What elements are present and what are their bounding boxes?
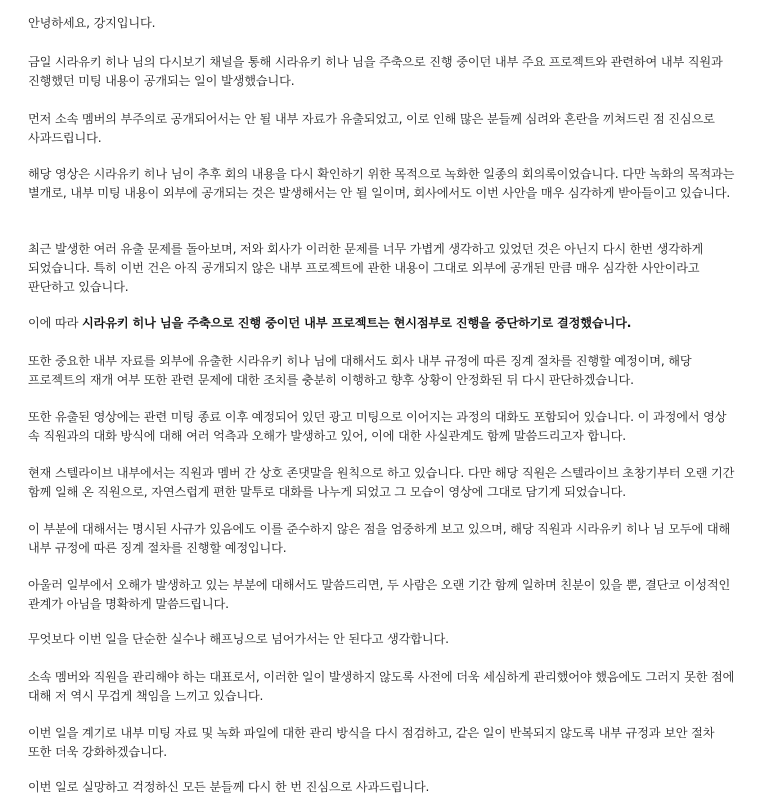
paragraph-not-mistake: 무엇보다 이번 일을 단순한 실수나 해프닝으로 넘어가서는 안 된다고 생각합니다. xyxy=(28,632,449,646)
paragraph-ad-meeting: 또한 유출된 영상에는 관련 미팅 종료 이후 예정되어 있던 광고 미팅으로 이어지는 과정의 대화도 포함되어 있습니다. 이 과정에서 영상 속 직원과의 대화 방식에 대해 여러 억측과 오해가 발생하고 있어, 이에 대한 사실관계도 함께 말씀드리고자 합니다. xyxy=(28,410,727,443)
decision-bold-text: 시라유키 히나 님을 주축으로 진행 중이던 내부 프로젝트는 현시점부로 진행을 중단하기로 결정했습니다. xyxy=(81,316,632,330)
greeting-paragraph: 안녕하세요, 강지입니다. xyxy=(28,16,156,30)
decision-prefix: 이에 따라 xyxy=(28,316,82,330)
paragraph-closing: 이번 일로 실망하고 걱정하신 모든 분들께 다시 한 번 진심으로 사과드립니다. xyxy=(28,780,430,794)
paragraph-responsibility: 소속 멤버와 직원을 관리해야 하는 대표로서, 이러한 일이 발생하지 않도록 사전에 더욱 세심하게 관리했어야 했음에도 그러지 못한 점에 대해 저 역시 무겁게 책임을 느끼고 있습니다. xyxy=(28,670,735,703)
paragraph-incident: 금일 시라유키 히나 님의 다시보기 채널을 통해 시라유키 히나 님을 주축으로 진행 중이던 내부 주요 프로젝트와 관련하여 내부 직원과 진행했던 미팅 내용이 공개되는 일이 발생했습니다. xyxy=(28,55,723,88)
paragraph-honorifics: 현재 스텔라이브 내부에서는 직원과 멤버 간 상호 존댓말을 원칙으로 하고 있습니다. 다만 해당 직원은 스텔라이브 초창기부터 오랜 기간 함께 일해 온 직원으로, 자연스럽게 편한 말투로 대화를 나누게 되었고 그 모습이 영상에 그대로 담기게 되었습니다. xyxy=(28,466,735,499)
paragraph-disciplinary: 또한 중요한 내부 자료를 외부에 유출한 시라유키 히나 님에 대해서도 회사 내부 규정에 따른 징계 절차를 진행할 예정이며, 해당 프로젝트의 재개 여부 또한 관련 문제에 대한 조치를 충분히 이행하고 향후 상황이 안정화된 뒤 다시 판단하겠습니다. xyxy=(28,354,692,387)
paragraph-rules: 이 부분에 대해서는 명시된 사규가 있음에도 이를 준수하지 않은 점을 엄중하게 보고 있으며, 해당 직원과 시라유키 히나 님 모두에 대해 내부 규정에 따른 징계 절차를 진행할 예정입니다. xyxy=(28,522,731,555)
paragraph-video-context: 해당 영상은 시라유키 히나 님이 추후 회의 내용을 다시 확인하기 위한 목적으로 녹화한 일종의 회의록이었습니다. 다만 녹화의 목적과는 별개로, 내부 미팅 내용이 외부에 공개되는 것은 발생해서는 안 될 일이며, 회사에서도 이번 사안을 매우 심각하게 받아들이고 있습니다. xyxy=(28,167,735,200)
paragraph-security: 이번 일을 계기로 내부 미팅 자료 및 녹화 파일에 대한 관리 방식을 다시 점검하고, 같은 일이 반복되지 않도록 내부 규정과 보안 절차 또한 더욱 강화하겠습니다. xyxy=(28,726,715,759)
paragraph-apology: 먼저 소속 멤버의 부주의로 공개되어서는 안 될 내부 자료가 유출되었고, 이로 인해 많은 분들께 심려와 혼란을 끼쳐드린 점 진심으로 사과드립니다. xyxy=(28,112,715,145)
paragraph-decision xyxy=(28,314,740,333)
paragraph-relationship: 아울러 일부에서 오해가 발생하고 있는 부분에 대해서도 말씀드리면, 두 사람은 오랜 기간 함께 일하며 친분이 있을 뿐, 결단코 이성적인 관계가 아님을 명확하게 말씀드립니다. xyxy=(28,578,731,611)
paragraph-leak-reflection: 최근 발생한 여러 유출 문제를 돌아보며, 저와 회사가 이러한 문제를 너무 가볍게 생각하고 있었던 것은 아닌지 다시 한번 생각하게 되었습니다. 특히 이번 건은 아직 공개되지 않은 내부 프로젝트에 관한 내용이 그대로 외부에 공개된 만큼 매우 심각한 사안이라고 판단하고 있습니다. xyxy=(28,242,704,294)
